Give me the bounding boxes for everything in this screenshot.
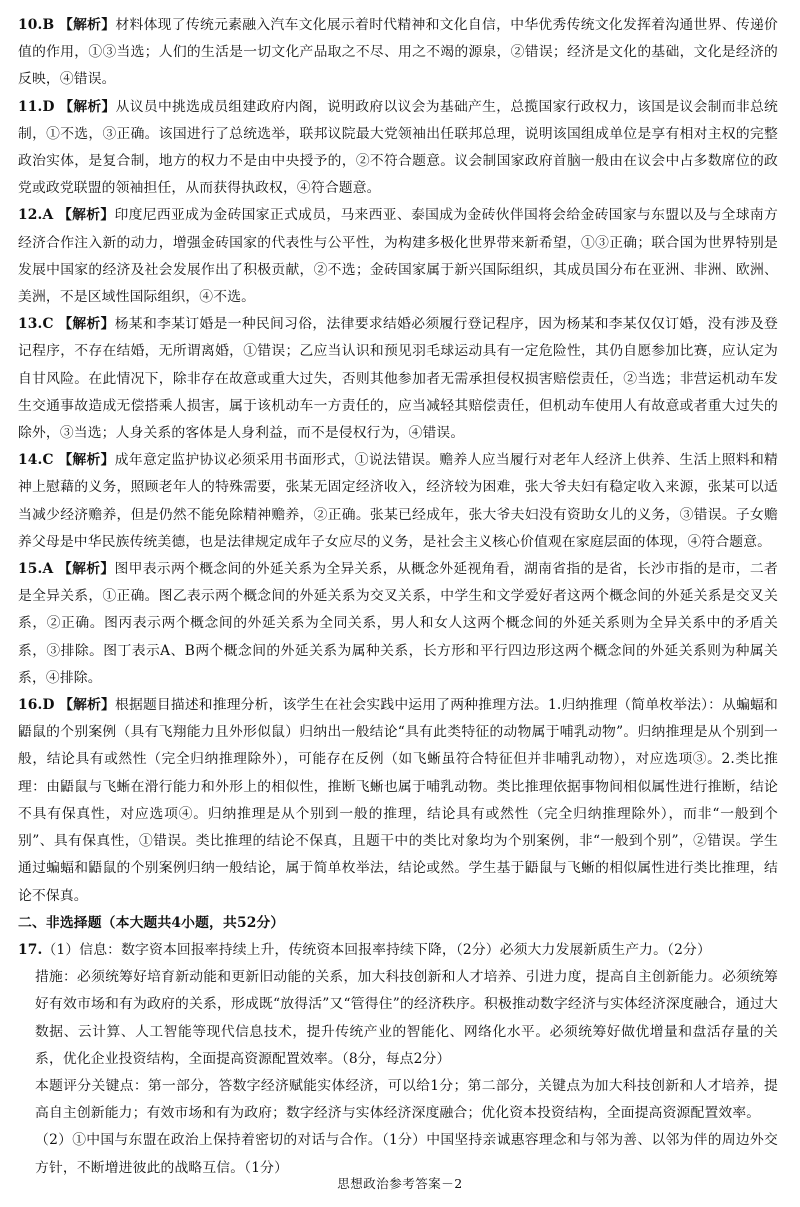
answer-text: 成年意定监护协议必须采用书面形式，①说法错误。赡养人应当履行对老年人经济上供养、生活上照料和精神上慰藉的义务，照顾老年人的特殊需要，张某无固定经济收入，经济较为困难，张大爷夫妇有稳定收入来源，张某可以适当减少经济赡养，但是仍然不能免除精神赡养，②正确。张某已经成年，张大爷夫妇没有资助女儿的义务，③错误。子女赡养父母是中华民族传统美德，也是法律规定成年子女应尽的义务，是社会主义核心价值观在家庭层面的体现，④符合题意。 bbox=[18, 452, 779, 550]
answer-number: 15.A bbox=[18, 561, 54, 578]
answer-item-10 bbox=[18, 12, 778, 94]
answer-list bbox=[18, 12, 778, 1182]
answer-item-17-info bbox=[18, 937, 778, 964]
analysis-tag: 【解析】 bbox=[58, 17, 116, 33]
answer-item-12 bbox=[18, 202, 778, 311]
answer-item-13 bbox=[18, 311, 778, 447]
answer-text: 从议员中挑选成员组建政府内阁，说明政府以议会为基础产生，总揽国家行政权力，该国是议会制而非总统制，①不选，③正确。该国进行了总统选举，联邦议院最大党领袖出任联邦总理，说明该国组成单位是享有相对主权的完整政治实体，是复合制，地方的权力不是由中央授予的，②不符合题意。议会制国家政府首脑一般由在议会中占多数席位的政党或政党联盟的领袖担任，从而获得执政权，④符合题意。 bbox=[18, 98, 778, 197]
answer-text: 印度尼西亚成为金砖国家正式成员，马来西亚、泰国成为金砖伙伴国将会给金砖国家与东盟以及与全球南方经济合作注入新的动力，增强金砖国家的代表性与公平性，为构建多极化世界带来新希望，①③正确；联合国为世界特别是发展中国家的经济及社会发展作出了积极贡献，②不选；金砖国家属于新兴国际组织，其成员国分布在亚洲、非洲、欧洲、美洲，不是区域性国际组织，④不选。 bbox=[18, 207, 778, 306]
answer-number: 13.C bbox=[18, 316, 54, 333]
answer-item-17-scoring: 本题评分关键点：第一部分，答数字经济赋能实体经济，可以给1分；第二部分，关键点为加大科技创新和人才培养，提高自主创新能力；有效市场和有为政府；数字经济与实体经济深度融合；优化资本投资结构，全面提高资源配置效率。 bbox=[35, 1077, 778, 1122]
answer-item-15 bbox=[18, 556, 778, 692]
answer-number: 14.C bbox=[18, 452, 54, 469]
answer-text: （1）信息：数字资本回报率持续上升，传统资本回报率持续下降，（2分）必须大力发展新质生产力。（2分） bbox=[42, 941, 711, 958]
answer-number: 17. bbox=[18, 941, 43, 958]
answer-text: 杨某和李某订婚是一种民间习俗，法律要求结婚必须履行登记程序，因为杨某和李某仅仅订婚，没有涉及登记程序，不存在结婚，无所谓离婚，①错误；乙应当认识和预见羽毛球运动具有一定危险性，其仍自愿参加比赛，应认定为自甘风险。在此情况下，除非存在故意或重大过失，否则其他参加者无需承担侵权损害赔偿责任，②当选；非营运机动车发生交通事故造成无偿搭乘人损害，属于该机动车一方责任的，应当减轻其赔偿责任，但机动车使用人有故意或者重大过失的除外，③当选；人身关系的客体是人身利益，而不是侵权行为，④错误。 bbox=[18, 316, 779, 442]
analysis-tag: 【解析】 bbox=[58, 561, 115, 578]
answer-text: 图甲表示两个概念间的外延关系为全异关系，从概念外延视角看，湖南省指的是省，长沙市指的是市，二者是全异关系，①正确。图乙表示两个概念间的外延关系为交叉关系，中学生和文学爱好者这两个概念间的外延关系是交叉关系，②正确。图丙表示两个概念间的外延关系为全同关系，男人和女人这两个概念间的外延关系则为全异关系中的矛盾关系，③排除。图丁表示A、B两个概念间的外延关系为属种关系，长方形和平行四边形这两个概念间的外延关系则为种属关系，④排除。 bbox=[18, 561, 778, 686]
answer-item-16 bbox=[18, 692, 778, 910]
answer-item-14 bbox=[18, 447, 778, 556]
answer-item-11 bbox=[18, 94, 778, 203]
page-footer: 思想政治参考答案－2 bbox=[337, 1176, 463, 1191]
analysis-tag: 【解析】 bbox=[58, 452, 115, 469]
answer-text: 材料体现了传统元素融入汽车文化展示着时代精神和文化自信，中华优秀传统文化发挥着沟通世界、传递价值的作用，①③当选；人们的生活是一切文化产品取之不尽、用之不竭的源泉，②错误；经济是文化的基础，文化是经济的反映，④错误。 bbox=[18, 17, 778, 88]
analysis-tag: 【解析】 bbox=[59, 697, 116, 714]
analysis-tag: 【解析】 bbox=[58, 207, 115, 224]
section-heading: 二、非选择题（本大题共4小题，共52分） bbox=[18, 914, 285, 931]
answer-number: 16.D bbox=[18, 697, 55, 714]
analysis-tag: 【解析】 bbox=[58, 316, 115, 333]
answer-text: 根据题目描述和推理分析，该学生在社会实践中运用了两种推理方法。1.归纳推理（简单枚举法）：从蝙蝠和鼯鼠的个别案例（具有飞翔能力且外形似鼠）归纳出一般结论“具有此类特征的动物属于哺乳动物”。归纳推理是从个别到一般，结论具有或然性（完全归纳推理除外），可能存在反例（如飞蜥虽符合特征但并非哺乳动物），对应选项③。2.类比推理：由鼯鼠与飞蜥在滑行能力和外形上的相似性，推断飞蜥也属于哺乳动物。类比推理依据事物间相似属性进行推断，结论不具有保真性，对应选项④。归纳推理是从个别到一般的推理，结论具有或然性（完全归纳推理除外），而非“一般到个别”、具有保真性，①错误。类比推理的结论不保真，且题干中的类比对象均为个别案例，非“一般到个别”，②错误。学生通过蝙蝠和鼯鼠的个别案例归纳一般结论，属于简单枚举法，结论或然。学生基于鼯鼠与飞蜥的相似属性进行类比推理，结论不保真。 bbox=[18, 697, 778, 904]
answer-number: 11.D bbox=[18, 98, 55, 115]
answer-item-17-measures: 措施：必须统筹好培育新动能和更新旧动能的关系，加大科技创新和人才培养、引进力度，提高自主创新能力。必须统筹好有效市场和有为政府的关系，形成既“放得活”又“管得住”的经济秩序。积极推动数字经济与实体经济深度融合，通过大数据、云计算、人工智能等现代信息技术，提升传统产业的智能化、网络化水平。必须统筹好做优增量和盘活存量的关系，优化企业投资结构，全面提高资源配置效率。（8分，每点2分） bbox=[35, 969, 778, 1067]
answer-number: 12.A bbox=[18, 207, 54, 224]
answer-item-17-part2: （2）①中国与东盟在政治上保持着密切的对话与合作。（1分）中国坚持亲诚惠容理念和与邻为善、以邻为伴的周边外交方针，不断增进彼此的战略互信。（1分） bbox=[35, 1132, 778, 1176]
analysis-tag: 【解析】 bbox=[59, 98, 116, 115]
answer-number: 10.B bbox=[18, 17, 55, 33]
